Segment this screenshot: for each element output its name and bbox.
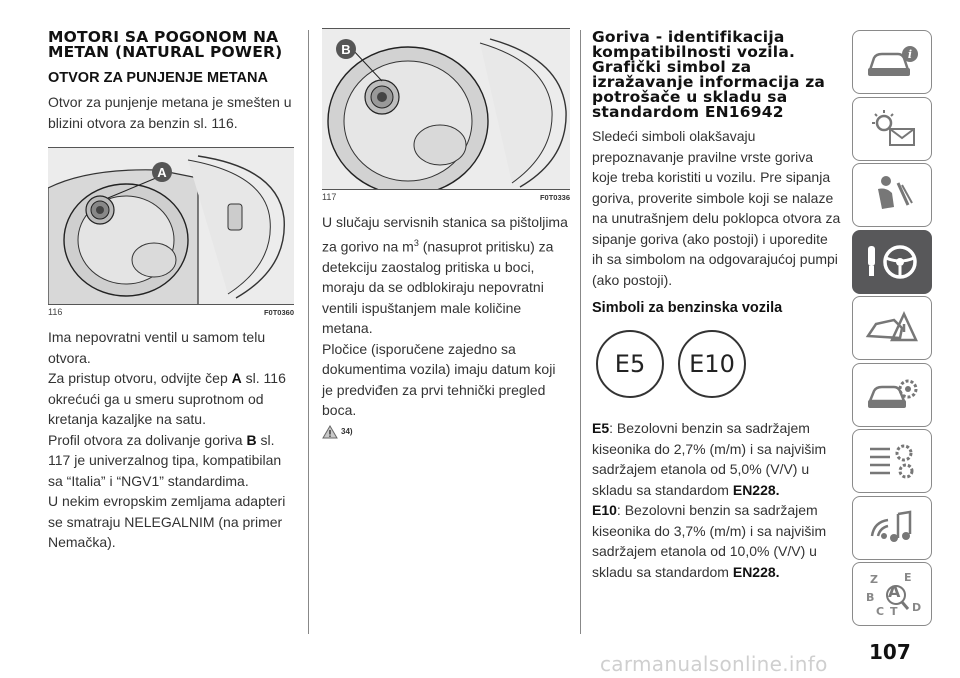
tab-car-info[interactable] — [852, 30, 932, 94]
multimedia-icon — [864, 506, 920, 550]
tab-emergency[interactable] — [852, 296, 932, 360]
paragraph-profile: Profil otvora za dolivanje goriva B sl. 117 je univerzalnog tipa, kompatibilan sa “Italia” i “NGV1” standardima. — [48, 431, 282, 489]
paragraph-location: Otvor za punjenje metana je smešten u blizini otvora za benzin sl. 116. — [48, 94, 292, 131]
paragraph-plates: Pločice (isporučene zajedno sa dokumentima vozila) imaju datum koji je predviđen za prvi tehnički pregled boca. — [322, 340, 556, 419]
svg-text:C: C — [876, 605, 885, 618]
paragraph-symbols-intro: Sledeći simboli olakšavaju prepoznavanje pravilne vrste goriva koje treba koristiti u vozilu. Pre sipanja goriva, proverite simbole koji se nalaze na unutrašnjem delu poklopca otvora za sipanje goriva (ako postoji) i uporedite ih sa simbolom na odgovarajućoj pumpi (ako postoji). — [592, 128, 841, 288]
column-2 — [322, 28, 570, 439]
tab-warning-lights[interactable] — [852, 97, 932, 161]
figure-number: 117 — [322, 192, 337, 202]
subheading-petrol-symbols: Simboli za benzinska vozila — [592, 300, 783, 316]
tab-safety[interactable] — [852, 163, 932, 227]
section-heading-fuels: Goriva - identifikacija kompatibilnosti vozila. Grafički simbol za izražavanje informacija za potrošače u skladu sa standardom EN16942 — [592, 28, 826, 121]
fuel-symbol-e5: E5 — [596, 330, 664, 398]
warning-triangle-icon — [322, 425, 338, 439]
svg-text:Z: Z — [870, 573, 878, 586]
index-icon — [862, 569, 922, 619]
subheading-otvor: OTVOR ZA PUNJENJE METANA — [48, 70, 268, 86]
seat-safety-icon — [864, 173, 920, 217]
figure-code: F0T0360 — [263, 308, 294, 317]
car-info-icon — [864, 42, 920, 82]
figure-117 — [322, 28, 570, 190]
column-3 — [592, 30, 842, 582]
paragraph-access: Za pristup otvoru, odvijte čep A sl. 116 okrećući ga u smeru suprotnom od kretanja kazaljke na satu. — [48, 370, 286, 427]
fuel-symbols — [596, 330, 842, 398]
emergency-icon — [864, 306, 920, 350]
figure-116 — [48, 147, 294, 305]
tab-index[interactable] — [852, 562, 932, 626]
figure-callout-b: B — [336, 39, 356, 59]
paragraph-e10: E10: Bezolovni benzin sa sadržajem kiseonika do 3,7% (m/m) i sa najvišim sadržajem etanola od 10,0% (V/V) u skladu sa standardom EN228. — [592, 502, 827, 580]
svg-text:T: T — [890, 605, 898, 618]
paragraph-e5: E5: Bezolovni benzin sa sadržajem kiseonika do 2,7% (m/m) i sa najvišim sadržajem etanola od 5,0% (V/V) u skladu sa standardom EN228. — [592, 420, 827, 498]
svg-text:D: D — [912, 601, 922, 614]
column-1 — [48, 30, 294, 553]
svg-text:A: A — [888, 582, 901, 601]
page-number: 107 — [869, 640, 911, 664]
steering-wheel-icon — [862, 240, 922, 284]
figure-number: 116 — [48, 307, 63, 317]
svg-text:E: E — [904, 571, 912, 584]
figure-code: F0T0336 — [539, 193, 570, 202]
ref-a: A — [231, 370, 242, 386]
section-heading-metan: MOTORI SA POGONOM NA METAN (NATURAL POWER) — [48, 28, 283, 61]
ref-b: B — [246, 431, 257, 448]
svg-text:i: i — [907, 48, 913, 61]
tab-multimedia[interactable] — [852, 496, 932, 560]
maintenance-icon — [864, 373, 920, 417]
paragraph-valve: Ima nepovratni ventil u samom telu otvora. — [48, 329, 266, 366]
svg-text:B: B — [866, 591, 875, 604]
paragraph-service-stations: U slučaju servisnih stanica sa pištoljima za gorivo na $m^3$ (nasuprot pritisku) za detekciju zaostalog pritiska u boci, moraju da se odblokiraju nepovratni ventili ispuštanjem male količine metana. — [322, 214, 568, 337]
watermark: carmanualsonline.info — [600, 652, 828, 676]
figure-117-illustration — [322, 29, 570, 190]
figure-caption-116 — [48, 307, 294, 317]
warning-reference: 34) — [322, 425, 570, 439]
tab-technical-data[interactable] — [852, 429, 932, 493]
paragraph-adapters: U nekim evropskim zemljama adapteri se smatraju NELEGALNIM (na primer Nemačka). — [48, 493, 286, 550]
fuel-symbol-e10: E10 — [678, 330, 746, 398]
warning-lights-icon — [864, 107, 920, 151]
figure-callout-a: A — [152, 162, 172, 182]
technical-data-icon — [864, 439, 920, 483]
chapter-tabs — [852, 30, 932, 629]
tab-driving[interactable] — [852, 230, 932, 294]
figure-caption-117 — [322, 192, 570, 202]
tab-maintenance[interactable] — [852, 363, 932, 427]
